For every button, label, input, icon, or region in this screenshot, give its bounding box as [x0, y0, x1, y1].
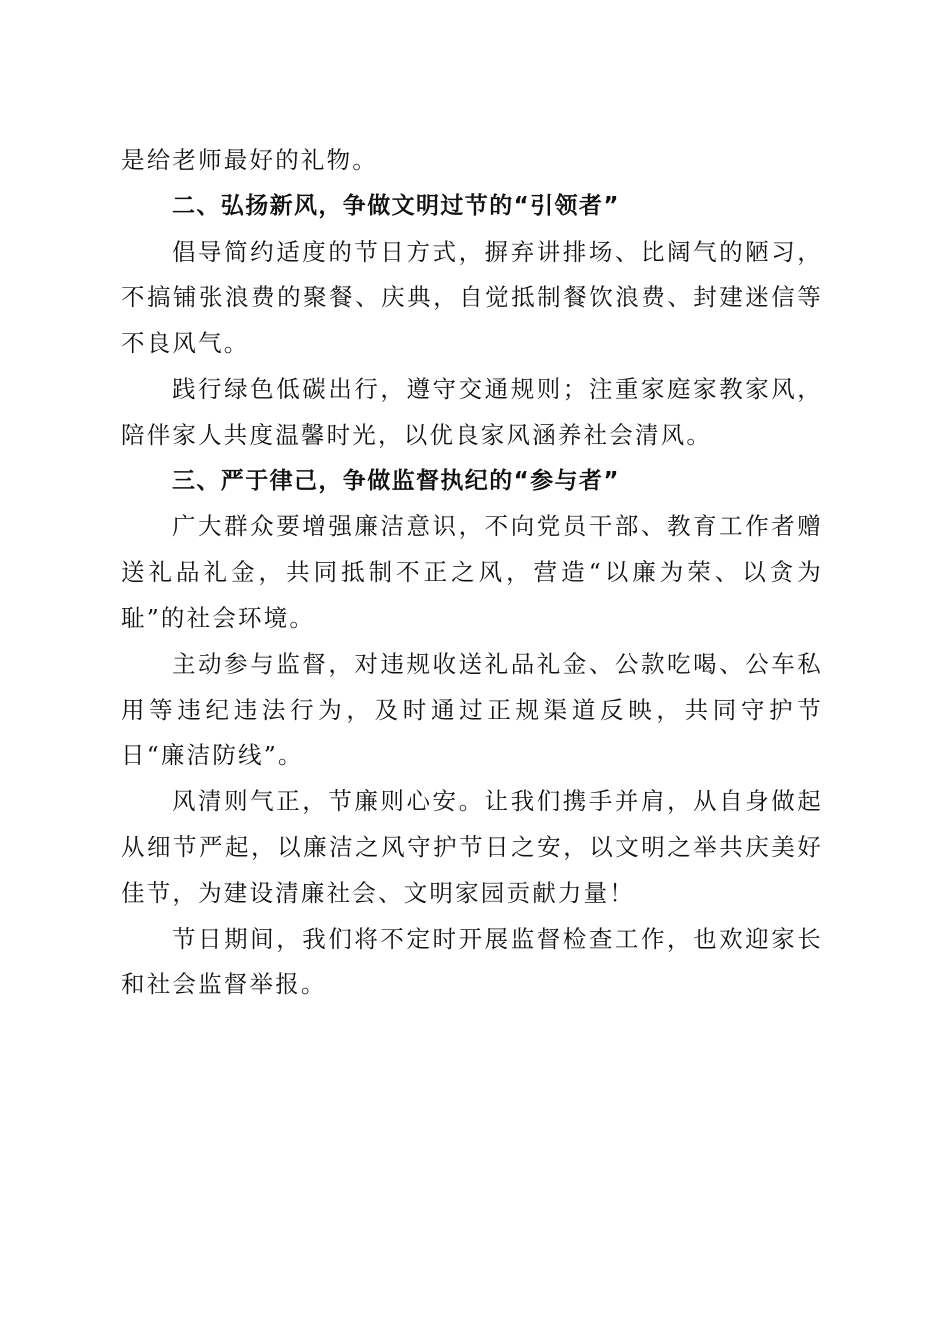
paragraph: 践行绿色低碳出行，遵守交通规则；注重家庭家教家风，陪伴家人共度温馨时光，以优良家风涵养社会清风。	[121, 374, 823, 449]
section-heading-2: 二、弘扬新风，争做文明过节的“引领者”	[172, 192, 620, 219]
paragraph: 主动参与监督，对违规收送礼品礼金、公款吃喝、公车私用等违纪违法行为，及时通过正规渠道反映，共同守护节日“廉洁防线”。	[121, 649, 823, 770]
paragraph: 广大群众要增强廉洁意识，不向党员干部、教育工作者赠送礼品礼金，共同抵制不正之风，营造“以廉为荣、以贪为耻”的社会环境。	[121, 512, 823, 632]
document-body	[121, 138, 823, 1008]
paragraph-continuation: 是给老师最好的礼物。	[121, 146, 378, 174]
paragraph-closing-note: 节日期间，我们将不定时开展监督检查工作，也欢迎家长和社会监督举报。	[121, 924, 823, 999]
paragraph: 风清则气正，节廉则心安。让我们携手并肩，从自身做起从细节严起，以廉洁之风守护节日之安，以文明之举共庆美好佳节，为建设清廉社会、文明家园贡献力量！	[121, 787, 823, 907]
section-heading-3: 三、严于律己，争做监督执纪的“参与者”	[172, 467, 620, 494]
paragraph: 倡导简约适度的节日方式，摒弃讲排场、比阔气的陋习，不搞铺张浪费的聚餐、庆典，自觉抵制餐饮浪费、封建迷信等不良风气。	[121, 237, 823, 358]
